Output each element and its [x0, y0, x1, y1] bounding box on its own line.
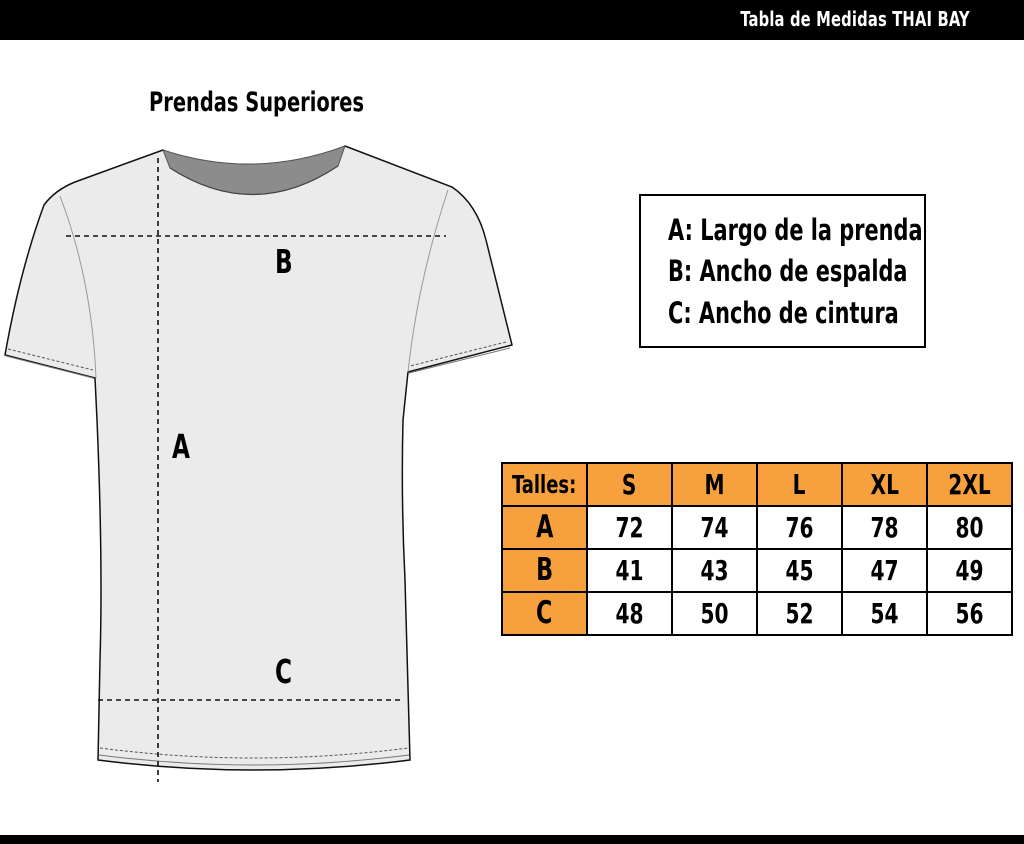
header-title: Tabla de Medidas THAI BAY [740, 7, 970, 31]
size-header-s: S [587, 463, 672, 506]
size-header-2xl: 2XL [927, 463, 1012, 506]
tshirt-diagram [0, 130, 520, 800]
size-header-l: L [757, 463, 842, 506]
row-label-c: C [502, 592, 587, 635]
size-header-xl: XL [842, 463, 927, 506]
table-row [502, 549, 1012, 592]
row-label-a: A [502, 506, 587, 549]
table-row [502, 506, 1012, 549]
section-title: Prendas Superiores [149, 87, 365, 118]
table-cell: 41 [587, 549, 672, 592]
table-cell: 54 [842, 592, 927, 635]
legend-item-a: A: Largo de la prenda [668, 213, 923, 247]
footer-bar [0, 835, 1024, 844]
table-cell: 76 [757, 506, 842, 549]
table-cell: 48 [587, 592, 672, 635]
table-cell: 45 [757, 549, 842, 592]
table-cell: 56 [927, 592, 1012, 635]
size-table-header-row [502, 463, 1012, 506]
legend-item-c: C: Ancho de cintura [668, 296, 899, 330]
table-cell: 74 [672, 506, 757, 549]
table-cell: 50 [672, 592, 757, 635]
table-cell: 72 [587, 506, 672, 549]
size-table-corner [502, 463, 587, 506]
size-header-m: M [672, 463, 757, 506]
table-cell: 78 [842, 506, 927, 549]
size-table [501, 462, 1013, 636]
table-cell: 47 [842, 549, 927, 592]
row-label-b: B [502, 549, 587, 592]
dimension-label-b: B [275, 242, 293, 281]
legend-box [639, 194, 926, 348]
table-cell: 49 [927, 549, 1012, 592]
talles-label: Talles: [512, 470, 577, 499]
table-cell: 80 [927, 506, 1012, 549]
table-cell: 52 [757, 592, 842, 635]
table-row [502, 592, 1012, 635]
legend-item-b: B: Ancho de espalda [668, 254, 908, 288]
tshirt-body [5, 146, 512, 770]
dimension-label-c: C [275, 652, 293, 691]
table-cell: 43 [672, 549, 757, 592]
dimension-label-a: A [172, 427, 190, 466]
header-bar [0, 0, 1024, 40]
